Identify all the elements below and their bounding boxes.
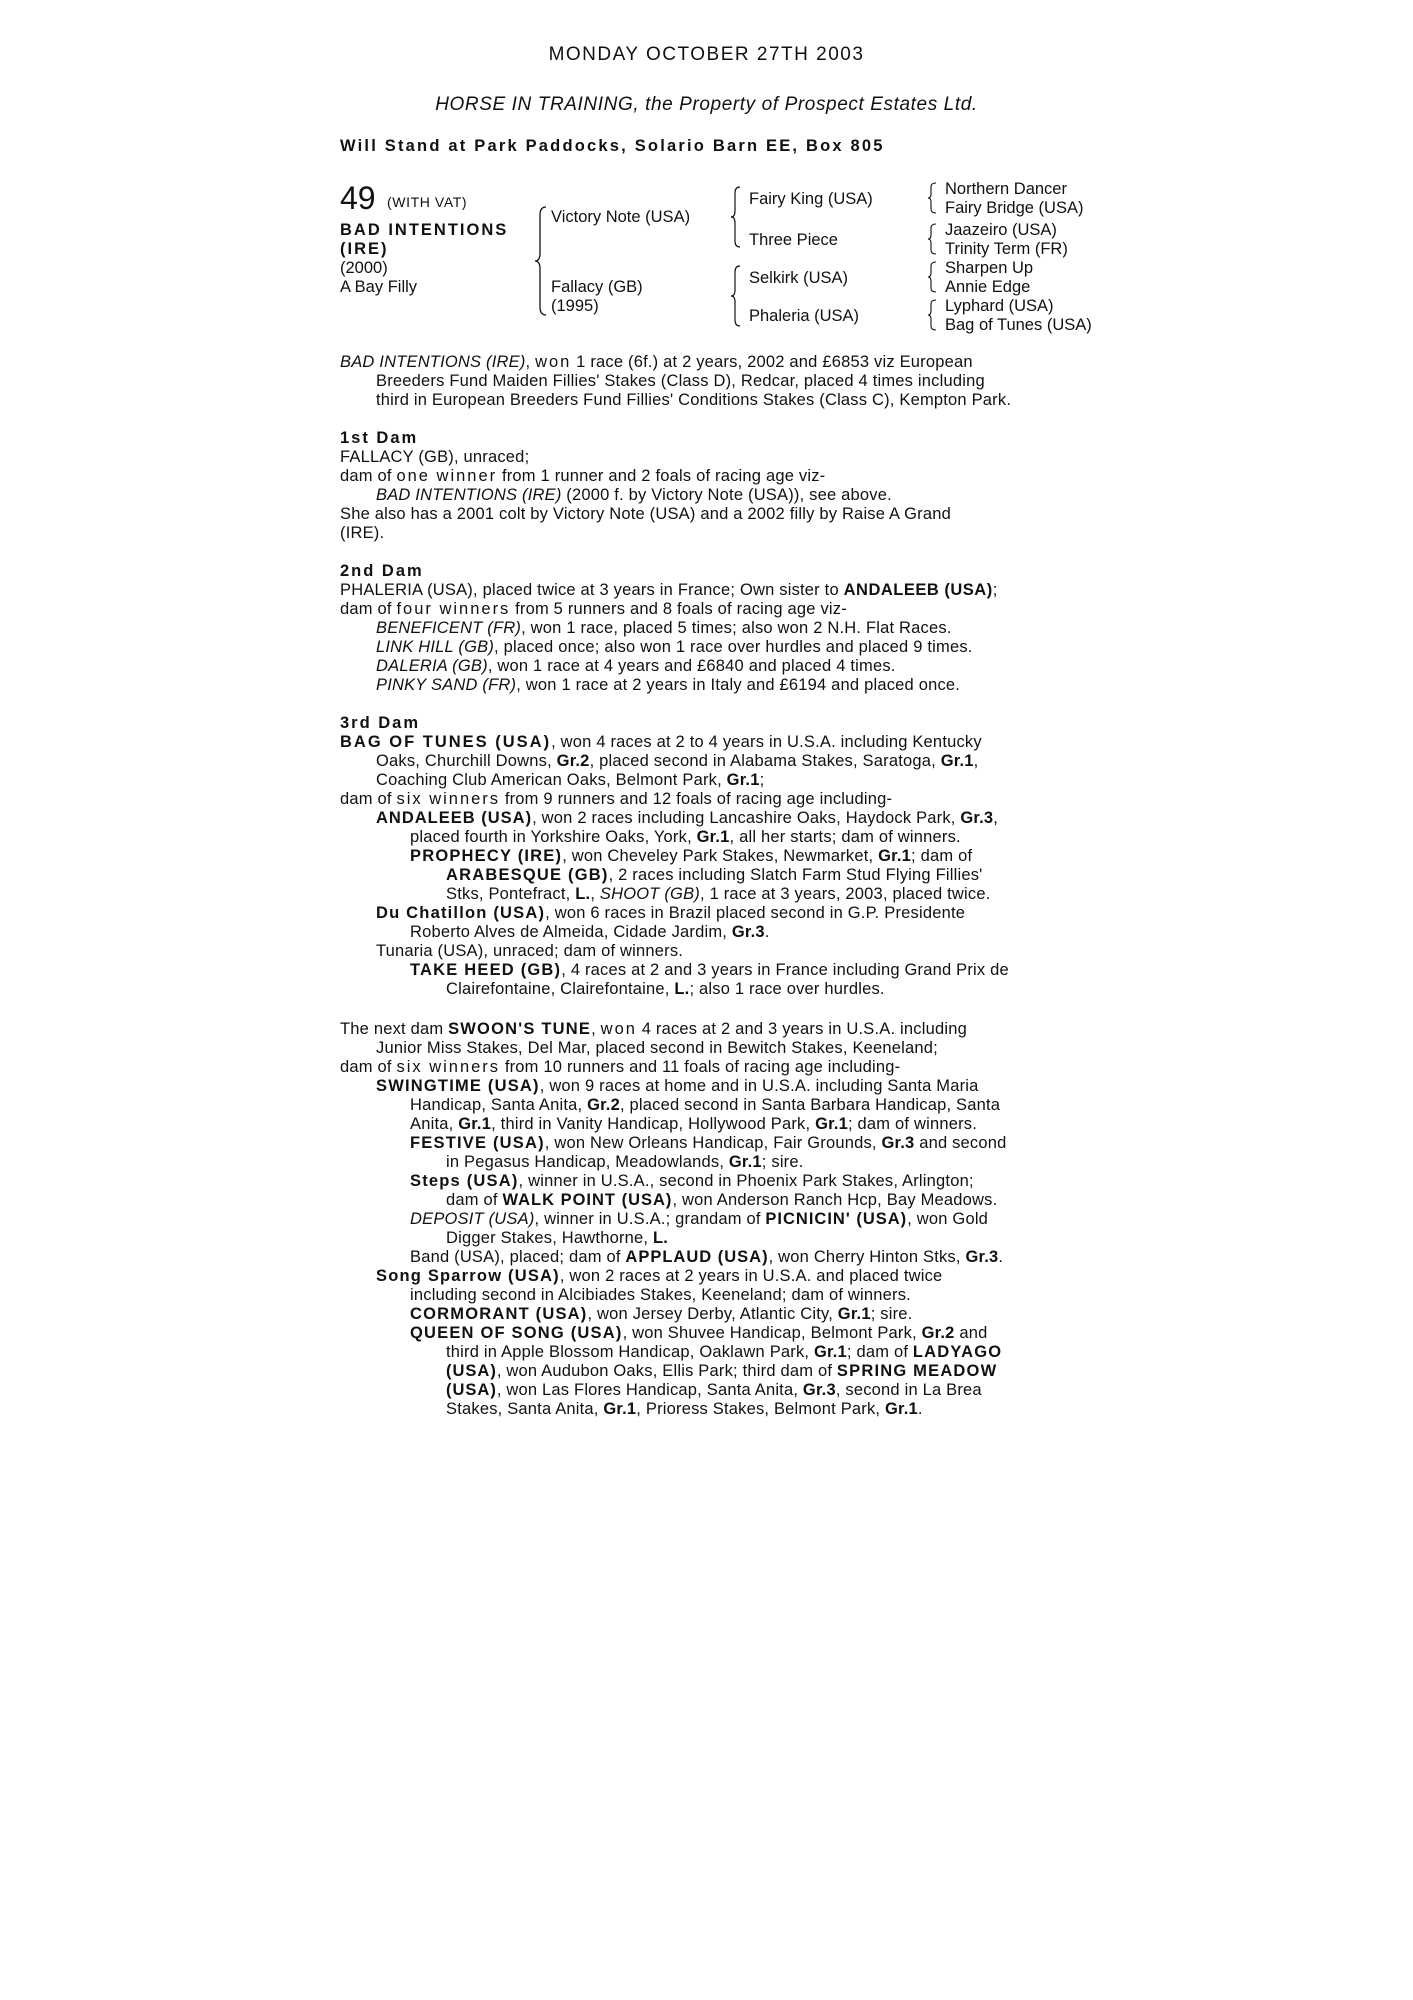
text-line xyxy=(340,733,1075,752)
second-dam-section xyxy=(340,562,1075,695)
horse-description: A Bay Filly xyxy=(340,278,418,296)
text-line xyxy=(340,1229,1075,1248)
vendor-line: HORSE IN TRAINING, the Property of Prospect Estates Ltd. xyxy=(435,94,978,115)
text-fragment: WALK POINT (USA) xyxy=(502,1191,673,1209)
horse-name-italic: BAD INTENTIONS (IRE) xyxy=(340,353,526,371)
text-line xyxy=(340,1172,1075,1191)
text-fragment: Gr.1 xyxy=(940,752,974,770)
section-heading: 2nd Dam xyxy=(340,562,424,580)
pedigree-brace-ggp1 xyxy=(927,181,937,215)
text-fragment: PICNICIN' (USA) xyxy=(765,1210,908,1228)
text-fragment: Digger Stakes, Hawthorne, xyxy=(446,1229,653,1247)
text-line xyxy=(340,1077,1075,1096)
text-line xyxy=(340,771,1075,790)
text-fragment: , won Cheveley Park Stakes, Newmarket, xyxy=(562,847,879,865)
text-fragment: Clairefontaine, Clairefontaine, xyxy=(446,980,675,998)
text-fragment: , second in La Brea xyxy=(835,1381,982,1399)
text-line xyxy=(340,486,1075,505)
pedigree-sire-sire: Fairy King (USA) xyxy=(749,190,873,208)
text-line xyxy=(340,1115,1075,1134)
pedigree-ggp-2: Fairy Bridge (USA) xyxy=(945,199,1084,217)
text-line xyxy=(340,1191,1075,1210)
text-fragment: , won 2 races at 2 years in U.S.A. and placed twice xyxy=(559,1267,943,1285)
text-fragment: (2000 f. by Victory Note (USA)), see above. xyxy=(561,486,892,504)
text-fragment: , 2 races including Slatch Farm Stud Flying Fillies' xyxy=(608,866,983,884)
text-fragment: placed fourth in Yorkshire Oaks, York, xyxy=(410,828,697,846)
pedigree-dam-year: (1995) xyxy=(551,297,599,315)
text-fragment: Gr.2 xyxy=(587,1096,620,1114)
pedigree-brace-dam xyxy=(730,264,742,328)
text-fragment: 4 races at 2 to 4 years in U.S.A. including Kentucky xyxy=(591,733,982,751)
text-fragment: SWOON'S TUNE xyxy=(448,1020,592,1038)
pedigree-dam-sire: Selkirk (USA) xyxy=(749,269,849,287)
text-fragment: ARABESQUE (GB) xyxy=(446,866,609,884)
text-line xyxy=(340,847,1075,866)
text-line xyxy=(340,1020,1075,1039)
text-fragment: Gr.1 xyxy=(458,1115,492,1133)
text-fragment: Handicap, Santa Anita, xyxy=(410,1096,588,1114)
pedigree-sire-dam: Three Piece xyxy=(749,231,838,249)
text-fragment: won xyxy=(535,353,572,371)
text-fragment: DEPOSIT (USA) xyxy=(410,1210,535,1228)
text-fragment: Steps (USA) xyxy=(410,1172,519,1190)
text-line: She also has a 2001 colt by Victory Note (USA) and a 2002 filly by Raise A Grand xyxy=(340,505,951,523)
text-fragment: dam of xyxy=(340,467,397,485)
text-fragment: L. xyxy=(575,885,591,903)
text-fragment: in Pegasus Handicap, Meadowlands, xyxy=(446,1153,729,1171)
text-fragment: SHOOT (GB) xyxy=(599,885,700,903)
text-line xyxy=(340,1058,1075,1077)
text-fragment: Gr.1 xyxy=(837,1305,871,1323)
text-fragment: Gr.1 xyxy=(884,1400,918,1418)
text-fragment: one winner xyxy=(396,467,498,485)
text-fragment: , winner in U.S.A., second in Phoenix Park Stakes, Arlington; xyxy=(518,1172,974,1190)
text-fragment: SWINGTIME (USA) xyxy=(376,1077,540,1095)
text-fragment: ; sire. xyxy=(761,1153,804,1171)
text-line xyxy=(340,1210,1075,1229)
text-line xyxy=(340,904,1075,923)
text-fragment: , xyxy=(993,809,999,827)
pedigree-ggp-8: Bag of Tunes (USA) xyxy=(945,316,1092,334)
text-fragment: ; dam of winners. xyxy=(847,1115,978,1133)
text-line xyxy=(340,1134,1075,1153)
text-fragment: PHALERIA (USA), placed twice at 3 years in France; Own sister to xyxy=(340,581,844,599)
text-line: Breeders Fund Maiden Fillies' Stakes (Class D), Redcar, placed 4 times including xyxy=(376,372,985,390)
text-fragment: , won Gold xyxy=(907,1210,989,1228)
text-fragment: Du Chatillon (USA) xyxy=(376,904,546,922)
text-fragment: won xyxy=(600,1020,637,1038)
text-fragment: , xyxy=(973,752,979,770)
text-fragment: ; dam of xyxy=(911,847,973,865)
pedigree-ggp-4: Trinity Term (FR) xyxy=(945,240,1068,258)
text-fragment: , won Jersey Derby, Atlantic City, xyxy=(587,1305,838,1323)
pedigree-ggp-7: Lyphard (USA) xyxy=(945,297,1054,315)
text-fragment: Anita, xyxy=(410,1115,459,1133)
text-line xyxy=(340,1267,1075,1286)
text-fragment: , won 1 race at 2 years in Italy and £6194 and placed once. xyxy=(516,676,961,694)
text-fragment: Gr.3 xyxy=(881,1134,915,1152)
text-fragment: dam of xyxy=(446,1191,503,1209)
lot-number: 49 xyxy=(340,180,376,216)
text-line xyxy=(340,1305,1075,1324)
text-fragment: ; xyxy=(992,581,998,599)
text-line xyxy=(340,1096,1075,1115)
text-fragment: , won 2 races including Lancashire Oaks, Haydock Park, xyxy=(532,809,961,827)
text-line: Junior Miss Stakes, Del Mar, placed second in Bewitch Stakes, Keeneland; xyxy=(376,1039,938,1057)
text-fragment: and second xyxy=(914,1134,1007,1152)
text-fragment: Gr.1 xyxy=(728,1153,762,1171)
pedigree-brace-main xyxy=(534,205,548,317)
text-fragment: , placed second in Alabama Stakes, Saratoga, xyxy=(589,752,941,770)
text-line xyxy=(340,1343,1075,1362)
text-line: including second in Alcibiades Stakes, Keeneland; dam of winners. xyxy=(410,1286,911,1304)
text-fragment: from 1 runner and 2 foals of racing age viz- xyxy=(497,467,826,485)
text-line: (IRE). xyxy=(340,524,385,542)
text-fragment: from 9 runners and 12 foals of racing age including- xyxy=(500,790,893,808)
text-fragment: ; xyxy=(759,771,765,789)
text-line xyxy=(340,885,1075,904)
pedigree-dam: Fallacy (GB) xyxy=(551,278,643,296)
text-fragment: Gr.3 xyxy=(731,923,765,941)
pedigree-ggp-6: Annie Edge xyxy=(945,278,1031,296)
text-fragment: BENEFICENT (FR) xyxy=(376,619,522,637)
text-fragment: L. xyxy=(652,1229,669,1247)
text-fragment: , 4 races at 2 and 3 years in France including Grand Prix de xyxy=(561,961,1009,979)
pedigree-sire: Victory Note (USA) xyxy=(551,208,691,226)
text-line xyxy=(340,1324,1075,1343)
text-fragment: . xyxy=(998,1248,1004,1266)
text-fragment: 4 races at 2 and 3 years in U.S.A. including xyxy=(636,1020,967,1038)
text-fragment: Stks, Pontefract, xyxy=(446,885,576,903)
text-fragment: , won 9 races at home and in U.S.A. including Santa Maria xyxy=(539,1077,979,1095)
race-record xyxy=(340,353,1075,410)
text-fragment: from 5 runners and 8 foals of racing age viz- xyxy=(510,600,847,618)
text-line xyxy=(340,657,1075,676)
text-fragment: Gr.1 xyxy=(815,1115,848,1133)
text-line xyxy=(340,980,1075,999)
text-fragment: The next dam xyxy=(340,1020,449,1038)
text-fragment: LINK HILL (GB) xyxy=(376,638,495,656)
text-fragment: dam of xyxy=(340,790,397,808)
text-fragment: Stakes, Santa Anita, xyxy=(446,1400,604,1418)
text-line xyxy=(340,961,1075,980)
text-line xyxy=(340,752,1075,771)
text-line xyxy=(340,676,1075,695)
text-line xyxy=(340,1248,1075,1267)
text-fragment: Oaks, Churchill Downs, xyxy=(376,752,557,770)
text-line xyxy=(340,619,1075,638)
text-fragment: dam of xyxy=(340,1058,397,1076)
text-fragment: , xyxy=(591,1020,601,1038)
text-fragment: , won New Orleans Handicap, Fair Grounds, xyxy=(544,1134,882,1152)
text-fragment: 1 race (6f.) at 2 years, 2002 and £6853 viz European xyxy=(571,353,973,371)
text-line xyxy=(340,1400,1075,1419)
text-fragment: Gr.1 xyxy=(878,847,912,865)
text-line xyxy=(340,923,1075,942)
pedigree-brace-sire xyxy=(730,185,742,249)
text-fragment: L. xyxy=(674,980,690,998)
text-line xyxy=(340,581,1075,600)
text-fragment: ; also 1 race over hurdles. xyxy=(689,980,885,998)
vat-note: (WITH VAT) xyxy=(387,194,468,210)
text-fragment: , won Audubon Oaks, Ellis Park; third dam of xyxy=(496,1362,837,1380)
text-line: BAD INTENTIONS (IRE), won 1 race (6f.) at 2 years, 2002 and £6853 viz European xyxy=(340,353,973,371)
section-heading: 3rd Dam xyxy=(340,714,421,732)
text-fragment: Coaching Club American Oaks, Belmont Park, xyxy=(376,771,727,789)
horse-suffix: (IRE) xyxy=(340,240,389,258)
text-fragment: PINKY SAND (FR) xyxy=(376,676,517,694)
text-fragment: from 10 runners and 11 foals of racing age including- xyxy=(500,1058,901,1076)
text-fragment: ANDALEEB (USA) xyxy=(843,581,993,599)
text-fragment: and xyxy=(954,1324,988,1342)
text-fragment: , won Shuvee Handicap, Belmont Park, xyxy=(622,1324,922,1342)
text-fragment: Gr.1 xyxy=(814,1343,847,1361)
text-fragment: TAKE HEED (GB) xyxy=(410,961,562,979)
text-fragment: FESTIVE (USA) xyxy=(410,1134,545,1152)
text-fragment: Gr.3 xyxy=(802,1381,836,1399)
text-fragment: , placed once; also won 1 race over hurdles and placed 9 times. xyxy=(494,638,973,656)
text-fragment: , winner in U.S.A.; grandam of xyxy=(534,1210,766,1228)
text-fragment: , placed second in Santa Barbara Handicap, Santa xyxy=(619,1096,1001,1114)
text-fragment: , won xyxy=(551,733,592,751)
text-line: Tunaria (USA), unraced; dam of winners. xyxy=(376,942,684,960)
pedigree-ggp-1: Northern Dancer xyxy=(945,180,1067,198)
text-fragment: , won 1 race at 4 years and £6840 and placed 4 times. xyxy=(487,657,896,675)
text-line xyxy=(340,866,1075,885)
text-fragment: Band (USA), placed; dam of xyxy=(410,1248,626,1266)
text-fragment: LADYAGO xyxy=(912,1343,1003,1361)
text-fragment: ; dam of xyxy=(846,1343,913,1361)
sale-date: MONDAY OCTOBER 27TH 2003 xyxy=(548,44,865,65)
text-fragment: , Prioress Stakes, Belmont Park, xyxy=(636,1400,885,1418)
text-fragment: Gr.1 xyxy=(603,1400,637,1418)
text-fragment: , won Cherry Hinton Stks, xyxy=(768,1248,966,1266)
text-fragment: CORMORANT (USA) xyxy=(410,1305,588,1323)
text-fragment: four winners xyxy=(396,600,511,618)
text-fragment: . xyxy=(764,923,770,941)
text-line xyxy=(340,809,1075,828)
foaling-year: (2000) xyxy=(340,259,388,277)
text-line: third in European Breeders Fund Fillies' Conditions Stakes (Class C), Kempton Park. xyxy=(376,391,1012,409)
text-fragment: , won 1 race, placed 5 times; also won 2 N.H. Flat Races. xyxy=(521,619,952,637)
text-fragment: Gr.2 xyxy=(556,752,590,770)
stand-location: Will Stand at Park Paddocks, Solario Barn EE, Box 805 xyxy=(340,137,885,155)
text-fragment: third in Apple Blossom Handicap, Oaklawn Park, xyxy=(446,1343,814,1361)
text-fragment: Gr.1 xyxy=(696,828,730,846)
text-fragment: six winners xyxy=(396,790,501,808)
text-line: FALLACY (GB), unraced; xyxy=(340,448,530,466)
text-fragment: (USA) xyxy=(446,1362,497,1380)
text-fragment: , won Las Flores Handicap, Santa Anita, xyxy=(496,1381,803,1399)
text-line xyxy=(340,1362,1075,1381)
first-dam-section xyxy=(340,429,1075,543)
section-heading: 1st Dam xyxy=(340,429,419,447)
third-dam-section xyxy=(340,714,1075,999)
text-fragment: , xyxy=(590,885,600,903)
text-fragment: Song Sparrow (USA) xyxy=(376,1267,560,1285)
text-fragment: SPRING MEADOW xyxy=(836,1362,998,1380)
text-fragment: Gr.2 xyxy=(921,1324,955,1342)
text-fragment: Gr.3 xyxy=(960,809,994,827)
text-fragment: . xyxy=(917,1400,923,1418)
horse-name: BAD INTENTIONS xyxy=(340,221,509,239)
text-fragment: dam of xyxy=(340,600,397,618)
text-fragment: DALERIA (GB) xyxy=(376,657,488,675)
text-fragment: BAD INTENTIONS (IRE) xyxy=(376,486,562,504)
text-fragment: , third in Vanity Handicap, Hollywood Park, xyxy=(491,1115,816,1133)
text-fragment: , won Anderson Ranch Hcp, Bay Meadows. xyxy=(672,1191,998,1209)
text-fragment: , won 6 races in Brazil placed second in G.P. Presidente xyxy=(545,904,966,922)
pedigree-ggp-5: Sharpen Up xyxy=(945,259,1034,277)
text-line xyxy=(340,790,1075,809)
next-dam-section xyxy=(340,1020,1075,1419)
text-line xyxy=(340,638,1075,657)
pedigree-brace-ggp4 xyxy=(927,298,937,332)
text-fragment: Gr.3 xyxy=(965,1248,999,1266)
text-fragment: QUEEN OF SONG (USA) xyxy=(410,1324,623,1342)
text-line xyxy=(340,1381,1075,1400)
text-fragment: Roberto Alves de Almeida, Cidade Jardim, xyxy=(410,923,732,941)
text-fragment: Gr.1 xyxy=(726,771,760,789)
text-fragment: ANDALEEB (USA) xyxy=(376,809,533,827)
pedigree-brace-ggp2 xyxy=(927,222,937,256)
pedigree-ggp-3: Jaazeiro (USA) xyxy=(945,221,1057,239)
text-fragment: BAG OF TUNES (USA) xyxy=(340,733,552,751)
text-fragment: , 1 race at 3 years, 2003, placed twice. xyxy=(700,885,991,903)
text-fragment: (USA) xyxy=(446,1381,497,1399)
text-line xyxy=(340,600,1075,619)
pedigree-dam-dam: Phaleria (USA) xyxy=(749,307,860,325)
text-line xyxy=(340,1153,1075,1172)
text-fragment: APPLAUD (USA) xyxy=(625,1248,769,1266)
text-fragment: PROPHECY (IRE) xyxy=(410,847,563,865)
text-fragment: , all her starts; dam of winners. xyxy=(729,828,961,846)
text-fragment: six winners xyxy=(396,1058,501,1076)
text-line xyxy=(340,828,1075,847)
text-line xyxy=(340,467,1075,486)
pedigree-brace-ggp3 xyxy=(927,260,937,294)
text-fragment: ; sire. xyxy=(870,1305,913,1323)
